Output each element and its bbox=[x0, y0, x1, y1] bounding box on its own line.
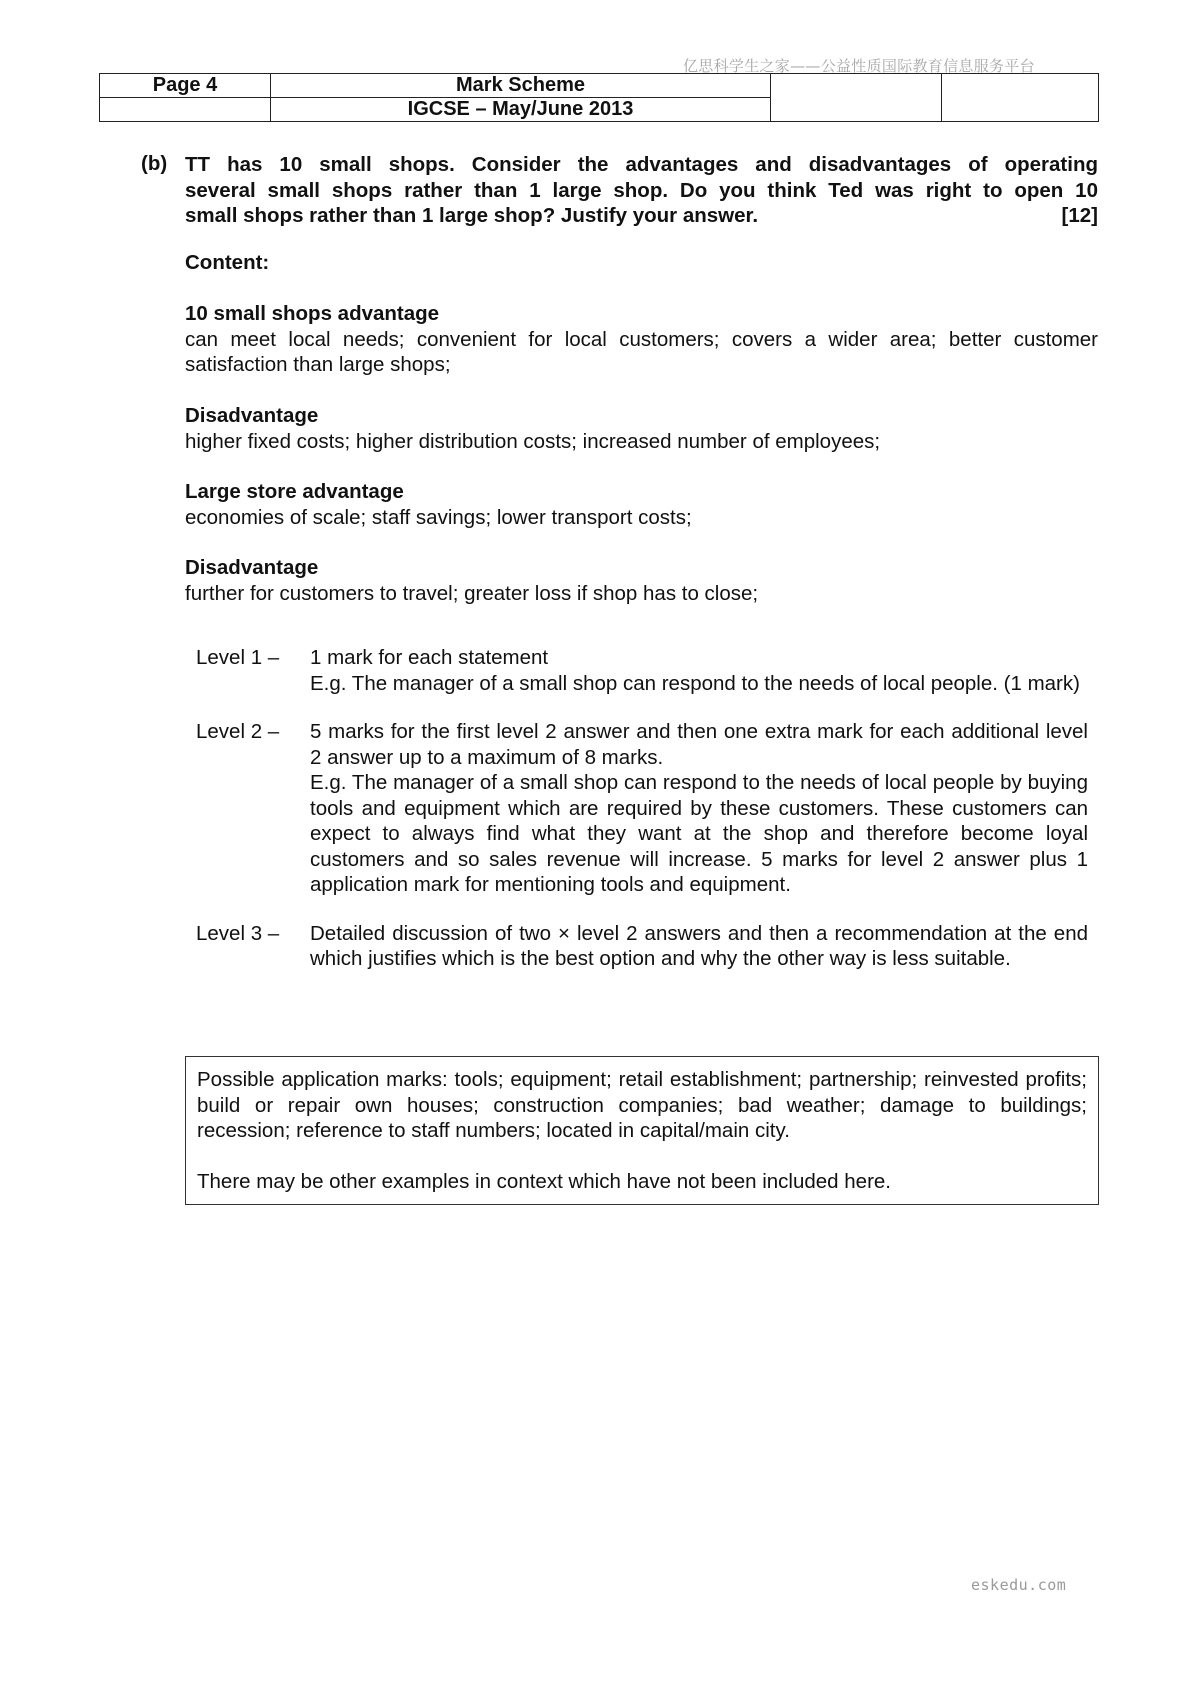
large-store-advantage-block bbox=[185, 479, 1098, 530]
header-page-number: Page 4 bbox=[100, 74, 271, 98]
large-store-disadvantage-text: further for customers to travel; greater loss if shop has to close; bbox=[185, 581, 759, 605]
question-marks: [12] bbox=[1061, 204, 1098, 227]
level-2-example: E.g. The manager of a small shop can respond to the needs of local people by buying tools and equipment which are required by these customers. These customers can expect to always find what they want at the shop and therefore become loyal customers and so sales revenue will increase. 5 marks for level 2 answer plus 1 application mark for mentioning tools and equipment. bbox=[310, 771, 1088, 896]
question-text bbox=[185, 152, 1098, 229]
small-shops-advantage-text: can meet local needs; convenient for local customers; covers a wider area; better customer satisfaction than large shops; bbox=[185, 327, 1098, 376]
header-row-1 bbox=[100, 74, 1099, 98]
footer-watermark: eskedu.com bbox=[971, 1576, 1067, 1594]
question-line-3-text: small shops rather than 1 large shop? Justify your answer. bbox=[185, 204, 759, 227]
level-2-text bbox=[310, 719, 1088, 898]
large-store-advantage-text: economies of scale; staff savings; lower transport costs; bbox=[185, 505, 692, 529]
level-1-statement: 1 mark for each statement bbox=[310, 646, 549, 669]
question-line-1: TT has 10 small shops. Consider the advantages and disadvantages of operating bbox=[185, 153, 1098, 176]
level-3-row bbox=[196, 921, 1088, 972]
header-title: Mark Scheme bbox=[271, 74, 771, 98]
header-empty-cell bbox=[100, 98, 271, 122]
content-heading: Content: bbox=[185, 251, 270, 274]
large-store-advantage-heading: Large store advantage bbox=[185, 480, 404, 503]
level-1-row bbox=[196, 645, 1088, 696]
level-1-label: Level 1 – bbox=[196, 646, 280, 669]
header-syllabus-cell bbox=[771, 74, 942, 122]
level-2-row bbox=[196, 719, 1088, 898]
application-marks-text: Possible application marks: tools; equipment; retail establishment; partnership; reinvested profits; build or repair own houses; construction companies; bad weather; damage to buildings; recession; reference to staff numbers; located in capital/main city. bbox=[197, 1068, 1087, 1142]
level-3-statement: Detailed discussion of two × level 2 answers and then a recommendation at the end which justifies which is the best option and why the other way is less suitable. bbox=[310, 921, 1088, 970]
large-store-disadvantage-heading: Disadvantage bbox=[185, 556, 319, 579]
header-paper-cell bbox=[942, 74, 1099, 122]
large-store-disadvantage-block bbox=[185, 555, 1098, 606]
level-1-text bbox=[310, 645, 1088, 696]
level-2-statement: 5 marks for the first level 2 answer and then one extra mark for each additional level 2 answer up to a maximum of 8 marks. bbox=[310, 720, 1088, 769]
level-3-text bbox=[310, 921, 1088, 972]
level-1-example: E.g. The manager of a small shop can respond to the needs of local people. (1 mark) bbox=[310, 671, 1080, 695]
header-table bbox=[99, 73, 1099, 122]
level-2-label: Level 2 – bbox=[196, 720, 280, 743]
application-marks-box bbox=[185, 1056, 1099, 1205]
question-label: (b) bbox=[141, 152, 168, 175]
small-shops-advantage-block bbox=[185, 301, 1098, 378]
small-shops-disadvantage-text: higher fixed costs; higher distribution costs; increased number of employees; bbox=[185, 429, 881, 453]
small-shops-disadvantage-heading: Disadvantage bbox=[185, 404, 319, 427]
content-heading-block bbox=[185, 250, 1098, 276]
question-line-3 bbox=[185, 203, 1098, 229]
header-session: IGCSE – May/June 2013 bbox=[271, 98, 771, 122]
level-3-label: Level 3 – bbox=[196, 921, 280, 945]
level-descriptors bbox=[196, 645, 1088, 995]
application-marks-note: There may be other examples in context which have not been included here. bbox=[197, 1169, 891, 1193]
watermark-text: 亿思科学生之家——公益性质国际教育信息服务平台 bbox=[683, 57, 1035, 75]
small-shops-disadvantage-block bbox=[185, 403, 1098, 454]
small-shops-advantage-heading: 10 small shops advantage bbox=[185, 302, 440, 325]
question-line-2: several small shops rather than 1 large shop. Do you think Ted was right to open 10 bbox=[185, 178, 1098, 202]
